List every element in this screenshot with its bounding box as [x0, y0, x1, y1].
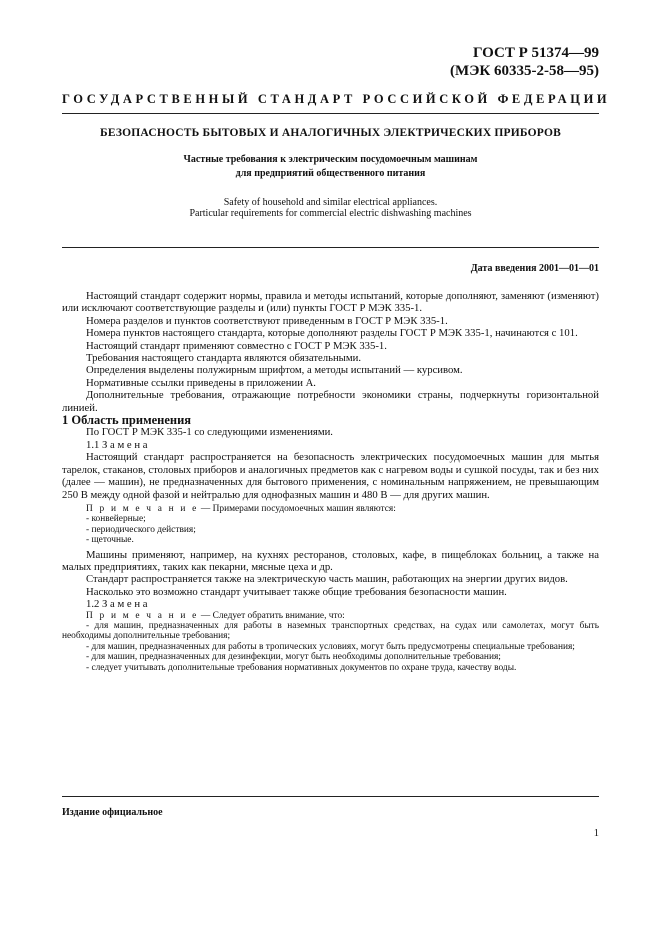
section-heading: 1 Область применения — [62, 413, 192, 428]
list-item: - для машин, предназначенных для дезинфекции, могут быть необходимы дополнительные требования; — [86, 652, 501, 663]
intro-paragraph: Номера разделов и пунктов соответствуют приведенным в ГОСТ Р МЭК 335-1. — [86, 314, 448, 327]
english-title-line-2: Particular requirements for commercial electric dishwashing machines — [189, 208, 472, 219]
intro-paragraph: Определения выделены полужирным шрифтом, а методы испытаний — курсивом. — [86, 364, 463, 377]
iec-number: (МЭК 60335-2-58—95) — [450, 63, 599, 79]
page-number: 1 — [593, 828, 599, 839]
section-intro: По ГОСТ Р МЭК 335-1 со следующими изменениями. — [86, 426, 333, 439]
clause-1-2: 1.2 З а м е н а — [86, 598, 148, 611]
list-item: - конвейерные; — [86, 514, 146, 525]
electric-paragraph: Стандарт распространяется также на электрическую часть машин, работающих на энергии других видов. — [86, 573, 568, 586]
intro-paragraph: Дополнительные требования, отражающие потребности экономики страны, подчеркнуты горизонтальной линией. — [62, 389, 599, 414]
usage-paragraph: Машины применяют, например, на кухнях ресторанов, столовых, кафе, в пищеблоках больниц, а также на малых предприятиях, таких как пекарни, мясные цеха и др. — [62, 548, 599, 573]
intro-paragraph: Настоящий стандарт содержит нормы, правила и методы испытаний, которые дополняют, заменяют (изменяют) или исключают соответствующие разделы и (или) пункты ГОСТ Р МЭК 335-1. — [62, 290, 599, 315]
scope-paragraph: Настоящий стандарт распространяется на безопасность электрических посудомоечных машин для мытья тарелок, стаканов, столовых приборов и аналогичных предметов как с нагревом воды и сушкой посуды, так и без них (далее — машин), не предназначенных для бытового применения, с номинальным напряжением, не превышающим 250 В между одной фазой и нейтралью для однофазных машин и 480 В — для других машин. — [62, 451, 599, 501]
intro-paragraph: Настоящий стандарт применяют совместно с ГОСТ Р МЭК 335-1. — [86, 339, 387, 352]
note-1 — [62, 504, 599, 514]
title-divider — [62, 113, 599, 114]
introduction-date: Дата введения 2001—01—01 — [470, 263, 599, 274]
english-title-line-1: Safety of household and similar electrical appliances. — [223, 197, 438, 208]
list-item: - следует учитывать дополнительные требования нормативных документов по охране труда, качеству воды. — [86, 662, 517, 673]
state-standard-title: ГОСУДАРСТВЕННЫЙ СТАНДАРТ РОССИЙСКОЙ ФЕДЕРАЦИИ — [62, 92, 611, 106]
list-item: - для машин, предназначенных для работы в наземных транспортных средствах, на судах или самолетах, могут быть необходимы дополнительные требования; — [62, 620, 599, 642]
subtitle-line-2: для предприятий общественного питания — [235, 168, 426, 179]
intro-paragraph: Нормативные ссылки приведены в приложении А. — [86, 376, 316, 389]
list-item: - для машин, предназначенных для работы в тропических условиях, могут быть предусмотрены специальные требования; — [86, 641, 575, 652]
note-label: П р и м е ч а н и е — [86, 610, 199, 621]
document-subtitle — [62, 153, 599, 181]
standard-number: ГОСТ Р 51374—99 — [472, 45, 599, 61]
list-item: - щеточные. — [86, 535, 134, 546]
note-label: П р и м е ч а н и е — [86, 503, 199, 514]
list-item: - периодического действия; — [86, 524, 196, 535]
english-title — [62, 197, 599, 219]
document-title: БЕЗОПАСНОСТЬ БЫТОВЫХ И АНАЛОГИЧНЫХ ЭЛЕКТРИЧЕСКИХ ПРИБОРОВ — [100, 127, 561, 139]
note-2-list — [62, 621, 599, 673]
intro-paragraph: Требования настоящего стандарта являются обязательными. — [86, 352, 362, 365]
note-text: — Следует обратить внимание, что: — [198, 610, 345, 621]
intro-paragraph: Номера пунктов настоящего стандарта, которые дополняют разделы ГОСТ Р МЭК 335-1, начинаются с 101. — [86, 327, 578, 340]
official-edition-label: Издание официальное — [62, 807, 163, 818]
general-paragraph: Насколько это возможно стандарт учитывает также общие требования безопасности машин. — [86, 585, 507, 598]
standard-number-block — [450, 44, 599, 80]
note-2 — [62, 611, 599, 621]
subtitle-line-1: Частные требования к электрическим посудомоечным машинам — [183, 154, 478, 165]
clause-1-1: 1.1 З а м е н а — [86, 438, 148, 451]
date-divider — [62, 247, 599, 248]
note-1-list — [62, 514, 599, 545]
footer-divider — [62, 796, 599, 797]
note-text: — Примерами посудомоечных машин являются: — [198, 503, 396, 514]
document-body — [62, 290, 599, 673]
